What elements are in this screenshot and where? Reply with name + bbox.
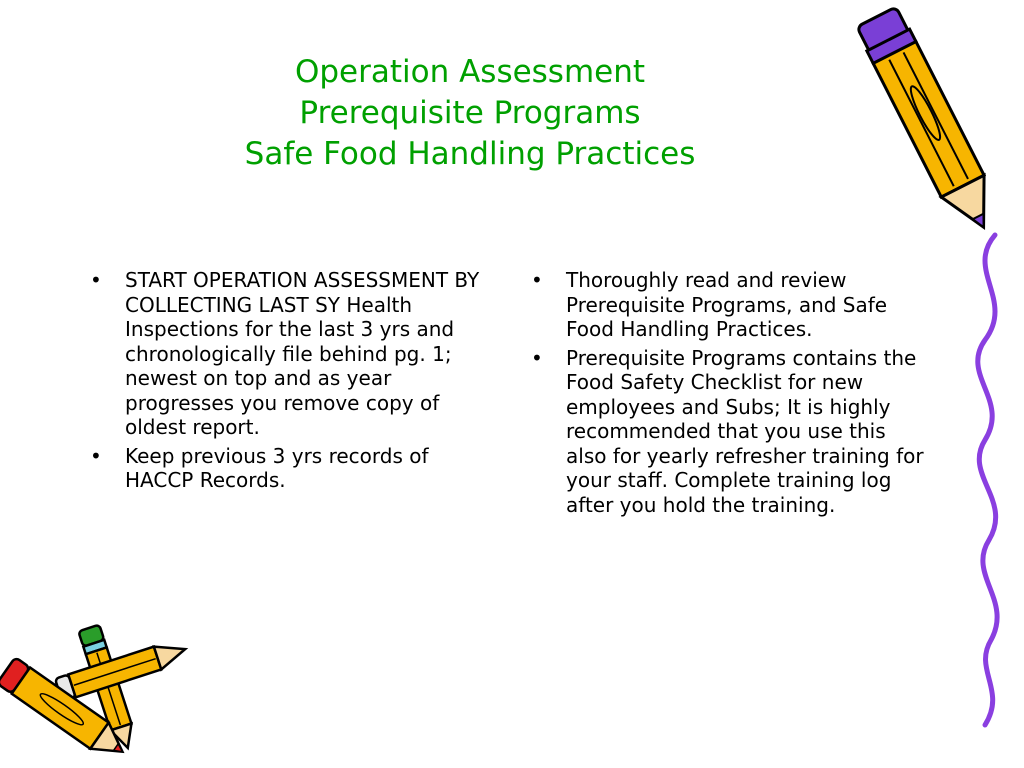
bullet-glyph: •: [90, 443, 102, 468]
crossed-pencils-icon: [0, 615, 210, 765]
slide-title: [140, 52, 800, 175]
list-item: [90, 444, 480, 493]
pencil-icon: [850, 0, 1010, 245]
title-line-3: Safe Food Handling Practices: [244, 136, 696, 172]
list-item: [531, 268, 931, 342]
list-item: [531, 346, 931, 518]
bullet-text: Prerequisite Programs contains the Food Safety Checklist for new employees and Subs; It is highly recommended that you use this also for yearly refresher training for your staff. Complete training log after you hold the training.: [566, 345, 924, 517]
bullet-text: Thoroughly read and review Prerequisite Programs, and Safe Food Handling Practices.: [566, 268, 888, 341]
title-line-1: Operation Assessment: [294, 54, 646, 90]
bullet-glyph: •: [90, 268, 102, 292]
bullet-glyph: •: [531, 345, 543, 370]
bullet-glyph: •: [531, 268, 543, 292]
left-bullet-list: [90, 268, 480, 497]
bullet-text: START OPERATION ASSESSMENT BY COLLECTING LAST SY Health Inspections for the last 3 yrs and chronologically file behind pg. 1; newest on top and as year progresses you remove copy of oldest report.: [125, 268, 480, 439]
title-line-2: Prerequisite Programs: [299, 95, 641, 131]
squiggle-line-icon: [955, 230, 1024, 730]
list-item: [90, 268, 480, 440]
bullet-text: Keep previous 3 yrs records of HACCP Records.: [125, 443, 429, 492]
right-bullet-list: [531, 268, 931, 521]
